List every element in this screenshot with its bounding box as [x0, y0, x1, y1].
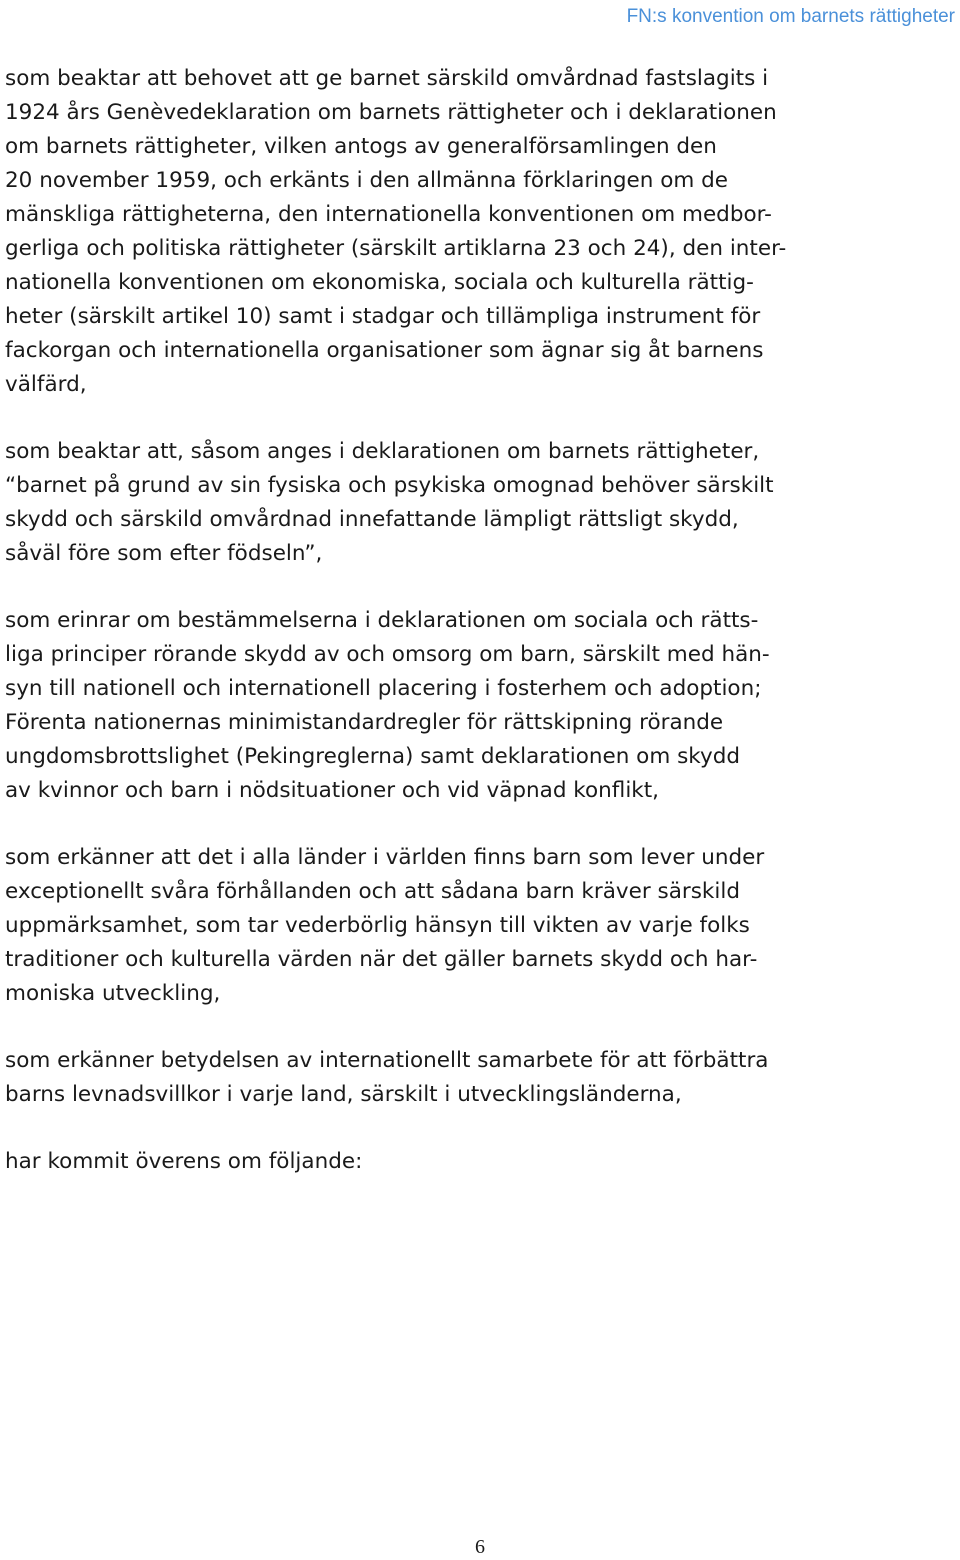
text-line: Förenta nationernas minimistandardregler för rättskipning rörande: [5, 710, 724, 735]
text-line: som beaktar att, såsom anges i deklarationen om barnets rättigheter,: [5, 439, 760, 464]
text-line: som erkänner att det i alla länder i världen finns barn som lever under: [5, 845, 765, 870]
text-line: som erinrar om bestämmelserna i deklarationen om sociala och rätts-: [5, 608, 759, 633]
text-line: av kvinnor och barn i nödsituationer och vid väpnad konflikt,: [5, 778, 660, 803]
paragraph-1: [5, 62, 955, 402]
paragraph-5: [5, 1044, 955, 1112]
text-line: heter (särskilt artikel 10) samt i stadgar och tillämpliga instrument för: [5, 304, 761, 329]
text-line: såväl före som efter födseln”,: [5, 541, 323, 566]
text-line: traditioner och kulturella värden när det gäller barnets skydd och har-: [5, 947, 758, 972]
text-line: uppmärksamhet, som tar vederbörlig hänsyn till vikten av varje folks: [5, 913, 750, 938]
text-line: gerliga och politiska rättigheter (särskilt artiklarna 23 och 24), den inter-: [5, 236, 787, 261]
paragraph-2: [5, 435, 955, 571]
paragraph-4: [5, 841, 955, 1011]
text-line: välfärd,: [5, 372, 87, 397]
running-header: FN:s konvention om barnets rättigheter: [626, 6, 955, 27]
text-line: liga principer rörande skydd av och omsorg om barn, särskilt med hän-: [5, 642, 770, 667]
text-line: ungdomsbrottslighet (Pekingreglerna) samt deklarationen om skydd: [5, 744, 741, 769]
text-line: som beaktar att behovet att ge barnet särskild omvårdnad fastslagits i: [5, 66, 769, 91]
text-line: som erkänner betydelsen av internationellt samarbete för att förbättra: [5, 1048, 769, 1073]
text-line: skydd och särskild omvårdnad innefattande lämpligt rättsligt skydd,: [5, 507, 739, 532]
page-number: 6: [475, 1536, 485, 1558]
text-line: exceptionellt svåra förhållanden och att sådana barn kräver särskild: [5, 879, 740, 904]
text-line: syn till nationell och internationell placering i fosterhem och adoption;: [5, 676, 762, 701]
text-line: mänskliga rättigheterna, den internationella konventionen om medbor-: [5, 202, 772, 227]
text-line: moniska utveckling,: [5, 981, 221, 1006]
text-line: 20 november 1959, och erkänts i den allmänna förklaringen om de: [5, 168, 729, 193]
text-line: “barnet på grund av sin fysiska och psykiska omognad behöver särskilt: [5, 473, 774, 498]
text-line: 1924 års Genèvedeklaration om barnets rättigheter och i deklarationen: [5, 100, 777, 125]
text-line: fackorgan och internationella organisationer som ägnar sig åt barnens: [5, 338, 764, 363]
text-line: om barnets rättigheter, vilken antogs av generalförsamlingen den: [5, 134, 717, 159]
text-line: barns levnadsvillkor i varje land, särskilt i utvecklingsländerna,: [5, 1082, 682, 1107]
text-line: nationella konventionen om ekonomiska, sociala och kulturella rättig-: [5, 270, 754, 295]
paragraph-3: [5, 604, 955, 808]
body-text: [5, 62, 955, 1212]
text-line: har kommit överens om följande:: [5, 1149, 363, 1174]
paragraph-6: [5, 1145, 955, 1179]
